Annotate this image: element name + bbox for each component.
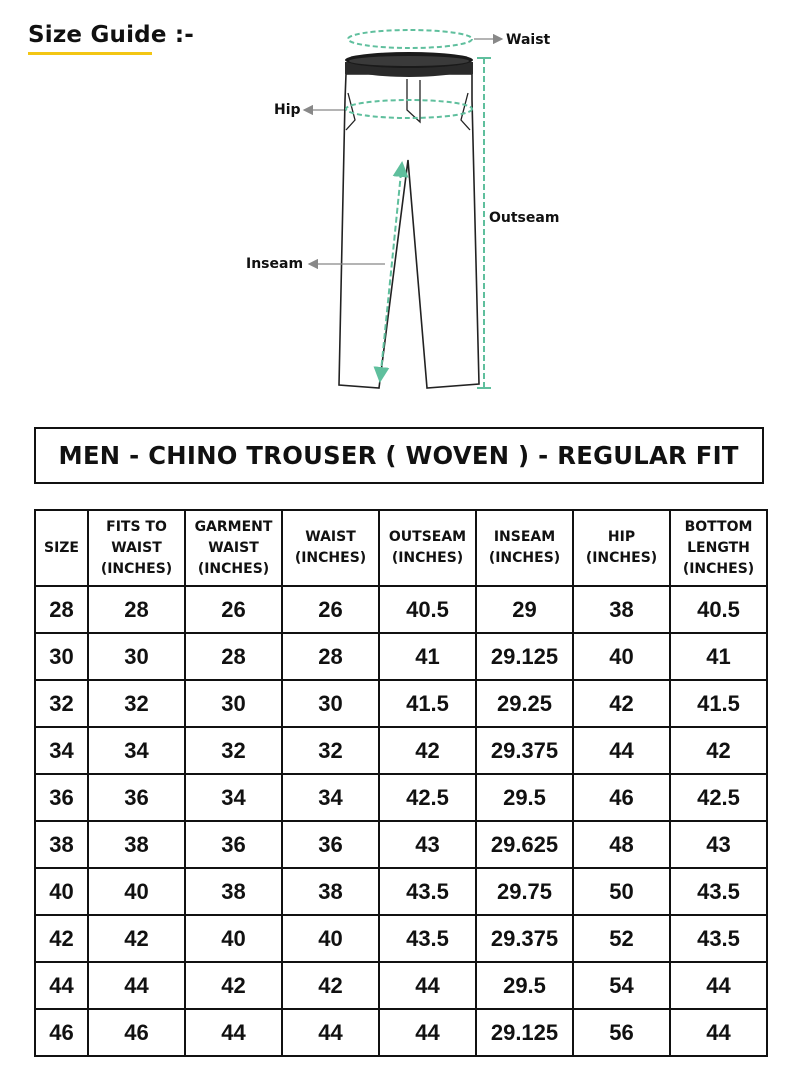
table-row (35, 680, 767, 727)
table-cell: 43 (670, 821, 767, 868)
table-cell: 36 (282, 821, 379, 868)
column-header-line: INSEAM (493, 529, 556, 545)
table-title-box (34, 427, 764, 484)
trouser-diagram (0, 0, 800, 410)
table-cell: 29.375 (476, 915, 573, 962)
table-cell: 44 (379, 962, 476, 1009)
table-cell: 50 (573, 868, 670, 915)
table-row (35, 586, 767, 633)
table-cell: 34 (35, 727, 88, 774)
column-header-line: GARMENT (194, 518, 273, 535)
column-header-line: LENGTH (687, 539, 750, 556)
table-cell: 36 (88, 774, 185, 821)
column-header-line: WAIST (208, 539, 259, 556)
column-header-line: HIP (607, 529, 636, 545)
hip-label: Hip (274, 102, 301, 118)
table-cell: 40 (282, 915, 379, 962)
table-cell: 29.625 (476, 821, 573, 868)
table-cell: 30 (88, 633, 185, 680)
table-cell: 29.25 (476, 680, 573, 727)
table-cell: 38 (88, 821, 185, 868)
table-cell: 41.5 (379, 680, 476, 727)
table-cell: 29 (476, 586, 573, 633)
table-cell: 44 (282, 1009, 379, 1056)
table-cell: 34 (88, 727, 185, 774)
table-cell: 28 (88, 586, 185, 633)
table-cell: 54 (573, 962, 670, 1009)
column-header-line: WAIST (305, 529, 356, 545)
table-title: MEN - CHINO TROUSER ( WOVEN ) - REGULAR FIT (58, 441, 740, 470)
waist-label: Waist (506, 32, 551, 48)
table-cell: 38 (35, 821, 88, 868)
table-cell: 29.5 (476, 774, 573, 821)
table-cell: 42.5 (379, 774, 476, 821)
table-row (35, 868, 767, 915)
table-cell: 46 (573, 774, 670, 821)
column-header (185, 510, 282, 586)
table-cell: 32 (88, 680, 185, 727)
table-cell: 56 (573, 1009, 670, 1056)
table-cell: 30 (35, 633, 88, 680)
table-cell: 43.5 (379, 915, 476, 962)
column-header (35, 510, 88, 586)
column-header-line: BOTTOM (684, 518, 753, 535)
table-cell: 29.375 (476, 727, 573, 774)
table-cell: 29.5 (476, 962, 573, 1009)
table-row (35, 1009, 767, 1056)
table-cell: 36 (185, 821, 282, 868)
table-cell: 44 (573, 727, 670, 774)
table-cell: 44 (379, 1009, 476, 1056)
table-cell: 42 (35, 915, 88, 962)
table-cell: 29.125 (476, 633, 573, 680)
column-header-line: (INCHES) (585, 550, 658, 566)
table-cell: 28 (185, 633, 282, 680)
table-cell: 43.5 (670, 868, 767, 915)
table-cell: 42 (185, 962, 282, 1009)
table-header-row (35, 510, 767, 586)
table-cell: 42 (573, 680, 670, 727)
table-cell: 44 (35, 962, 88, 1009)
table-cell: 30 (282, 680, 379, 727)
table-cell: 43.5 (379, 868, 476, 915)
size-guide-title: Size Guide :- (28, 22, 194, 48)
table-cell: 44 (670, 1009, 767, 1056)
column-header-line: (INCHES) (391, 550, 464, 566)
table-cell: 40.5 (379, 586, 476, 633)
table-cell: 43 (379, 821, 476, 868)
column-header (573, 510, 670, 586)
table-row (35, 633, 767, 680)
table-cell: 40 (185, 915, 282, 962)
table-cell: 42 (282, 962, 379, 1009)
table-cell: 32 (35, 680, 88, 727)
table-cell: 40 (35, 868, 88, 915)
table-row (35, 727, 767, 774)
column-header-line: WAIST (111, 539, 162, 556)
waist-measure-ellipse (348, 30, 472, 48)
outseam-label: Outseam (489, 210, 560, 226)
table-cell: 40 (573, 633, 670, 680)
column-header-line: (INCHES) (100, 560, 173, 577)
column-header-line: (INCHES) (197, 560, 270, 577)
table-cell: 40.5 (670, 586, 767, 633)
table-row (35, 774, 767, 821)
column-header (670, 510, 767, 586)
table-cell: 32 (282, 727, 379, 774)
column-header (88, 510, 185, 586)
table-cell: 34 (282, 774, 379, 821)
column-header (476, 510, 573, 586)
table-row (35, 821, 767, 868)
table-cell: 28 (282, 633, 379, 680)
table-cell: 28 (35, 586, 88, 633)
column-header-line: FITS TO (106, 518, 167, 535)
table-cell: 26 (185, 586, 282, 633)
table-cell: 32 (185, 727, 282, 774)
table-cell: 38 (185, 868, 282, 915)
table-cell: 43.5 (670, 915, 767, 962)
table-cell: 44 (88, 962, 185, 1009)
table-cell: 46 (35, 1009, 88, 1056)
column-header-line: SIZE (43, 539, 79, 556)
table-cell: 48 (573, 821, 670, 868)
table-cell: 34 (185, 774, 282, 821)
table-row (35, 915, 767, 962)
table-cell: 42 (88, 915, 185, 962)
table-cell: 42 (670, 727, 767, 774)
table-cell: 42.5 (670, 774, 767, 821)
column-header-line: OUTSEAM (388, 529, 467, 545)
column-header (282, 510, 379, 586)
table-cell: 40 (88, 868, 185, 915)
table-cell: 52 (573, 915, 670, 962)
table-row (35, 962, 767, 1009)
table-cell: 41 (379, 633, 476, 680)
table-cell: 44 (185, 1009, 282, 1056)
column-header-line: (INCHES) (488, 550, 561, 566)
inseam-label: Inseam (246, 256, 304, 272)
table-cell: 26 (282, 586, 379, 633)
table-cell: 41 (670, 633, 767, 680)
trouser-outline (339, 74, 479, 388)
table-cell: 42 (379, 727, 476, 774)
size-chart-table (34, 509, 768, 1057)
table-cell: 36 (35, 774, 88, 821)
table-cell: 38 (573, 586, 670, 633)
table-cell: 46 (88, 1009, 185, 1056)
table-cell: 30 (185, 680, 282, 727)
table-cell: 44 (670, 962, 767, 1009)
column-header-line: (INCHES) (682, 560, 755, 577)
table-cell: 41.5 (670, 680, 767, 727)
table-cell: 38 (282, 868, 379, 915)
column-header-line: (INCHES) (294, 550, 367, 566)
table-cell: 29.125 (476, 1009, 573, 1056)
table-cell: 29.75 (476, 868, 573, 915)
column-header (379, 510, 476, 586)
